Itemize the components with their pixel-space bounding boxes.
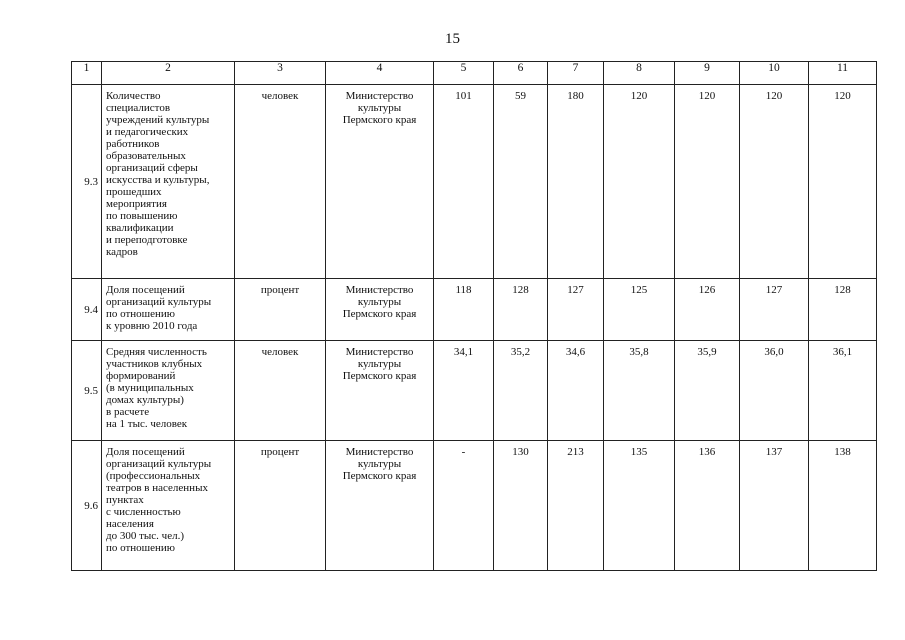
header-cell: 4 (326, 62, 434, 85)
value-cell: 128 (809, 279, 877, 341)
name-line: до 300 тыс. чел.) (106, 530, 184, 542)
value-cell: 180 (548, 85, 604, 279)
value-cell: 120 (809, 85, 877, 279)
value-cell: 137 (740, 441, 809, 571)
owner-cell (326, 441, 434, 571)
owner-cell (326, 85, 434, 279)
value-cell: 128 (494, 279, 548, 341)
name-line: организаций культуры (106, 458, 212, 470)
owner-line: Министерство (345, 90, 414, 102)
indicator-name (102, 441, 235, 571)
name-line: по отношению (106, 542, 176, 554)
owner-line: культуры (357, 358, 402, 370)
value-cell: 59 (494, 85, 548, 279)
owner-line: Пермского края (342, 308, 417, 320)
owner-line: Пермского края (342, 470, 417, 482)
header-cell: 3 (235, 62, 326, 85)
name-line: специалистов (106, 102, 171, 114)
unit-cell: человек (235, 341, 326, 441)
name-line: учреждений культуры (106, 114, 210, 126)
table-row (72, 85, 877, 279)
value-cell: 36,0 (740, 341, 809, 441)
name-line: участников клубных (106, 358, 203, 370)
value-cell: 120 (740, 85, 809, 279)
indicator-name (102, 341, 235, 441)
name-line: квалификации (106, 222, 174, 234)
name-line: мероприятия (106, 198, 167, 210)
name-line: по повышению (106, 210, 178, 222)
owner-cell (326, 341, 434, 441)
row-index: 9.3 (72, 85, 102, 279)
name-line: с численностью (106, 506, 181, 518)
value-cell: 120 (675, 85, 740, 279)
header-row (72, 62, 877, 85)
name-line: (профессиональных (106, 470, 201, 482)
name-line: работников (106, 138, 160, 150)
value-cell: 126 (675, 279, 740, 341)
owner-line: культуры (357, 458, 402, 470)
row-index: 9.6 (72, 441, 102, 571)
value-cell: 135 (604, 441, 675, 571)
name-line: театров в населенных (106, 482, 208, 494)
unit-cell: человек (235, 85, 326, 279)
name-line: образовательных (106, 150, 186, 162)
value-cell: 34,1 (434, 341, 494, 441)
name-line: искусства и культуры, (106, 174, 210, 186)
value-cell: 118 (434, 279, 494, 341)
value-cell: 136 (675, 441, 740, 571)
owner-line: Министерство (345, 346, 414, 358)
owner-line: Пермского края (342, 114, 417, 126)
header-cell: 10 (740, 62, 809, 85)
header-cell: 2 (102, 62, 235, 85)
value-cell: 130 (494, 441, 548, 571)
name-line: по отношению (106, 308, 176, 320)
name-line: организаций сферы (106, 162, 198, 174)
header-cell: 9 (675, 62, 740, 85)
indicator-name (102, 279, 235, 341)
header-cell: 1 (72, 62, 102, 85)
indicators-table (71, 61, 877, 571)
name-line: формирований (106, 370, 176, 382)
name-line: на 1 тыс. человек (106, 418, 188, 430)
value-cell: 120 (604, 85, 675, 279)
value-cell: 36,1 (809, 341, 877, 441)
owner-line: Министерство (345, 284, 414, 296)
value-cell: - (434, 441, 494, 571)
owner-line: Министерство (345, 446, 414, 458)
header-cell: 5 (434, 62, 494, 85)
owner-line: культуры (357, 102, 402, 114)
value-cell: 127 (548, 279, 604, 341)
unit-cell: процент (235, 279, 326, 341)
value-cell: 34,6 (548, 341, 604, 441)
name-line: Количество (106, 90, 161, 102)
header-cell: 11 (809, 62, 877, 85)
name-line: Доля посещений (106, 446, 185, 458)
row-index: 9.5 (72, 341, 102, 441)
name-line: и педагогических (106, 126, 189, 138)
name-line: пунктах (106, 494, 144, 506)
name-line: населения (106, 518, 154, 530)
value-cell: 35,9 (675, 341, 740, 441)
table-row (72, 279, 877, 341)
owner-cell (326, 279, 434, 341)
value-cell: 35,8 (604, 341, 675, 441)
owner-line: Пермского края (342, 370, 417, 382)
table-row (72, 441, 877, 571)
name-line: Средняя численность (106, 346, 207, 358)
page-number: 15 (445, 31, 460, 47)
header-cell: 7 (548, 62, 604, 85)
header-cell: 6 (494, 62, 548, 85)
name-line: организаций культуры (106, 296, 212, 308)
value-cell: 213 (548, 441, 604, 571)
name-line: к уровню 2010 года (106, 320, 198, 332)
name-line: (в муниципальных (106, 382, 194, 394)
name-line: Доля посещений (106, 284, 185, 296)
name-line: прошедших (106, 186, 162, 198)
name-line: домах культуры) (106, 394, 184, 406)
indicator-name (102, 85, 235, 279)
name-line: кадров (106, 246, 138, 258)
row-index: 9.4 (72, 279, 102, 341)
name-line: в расчете (106, 406, 150, 418)
value-cell: 138 (809, 441, 877, 571)
value-cell: 101 (434, 85, 494, 279)
header-cell: 8 (604, 62, 675, 85)
value-cell: 125 (604, 279, 675, 341)
owner-line: культуры (357, 296, 402, 308)
name-line: и переподготовке (106, 234, 188, 246)
table-row (72, 341, 877, 441)
value-cell: 35,2 (494, 341, 548, 441)
unit-cell: процент (235, 441, 326, 571)
value-cell: 127 (740, 279, 809, 341)
